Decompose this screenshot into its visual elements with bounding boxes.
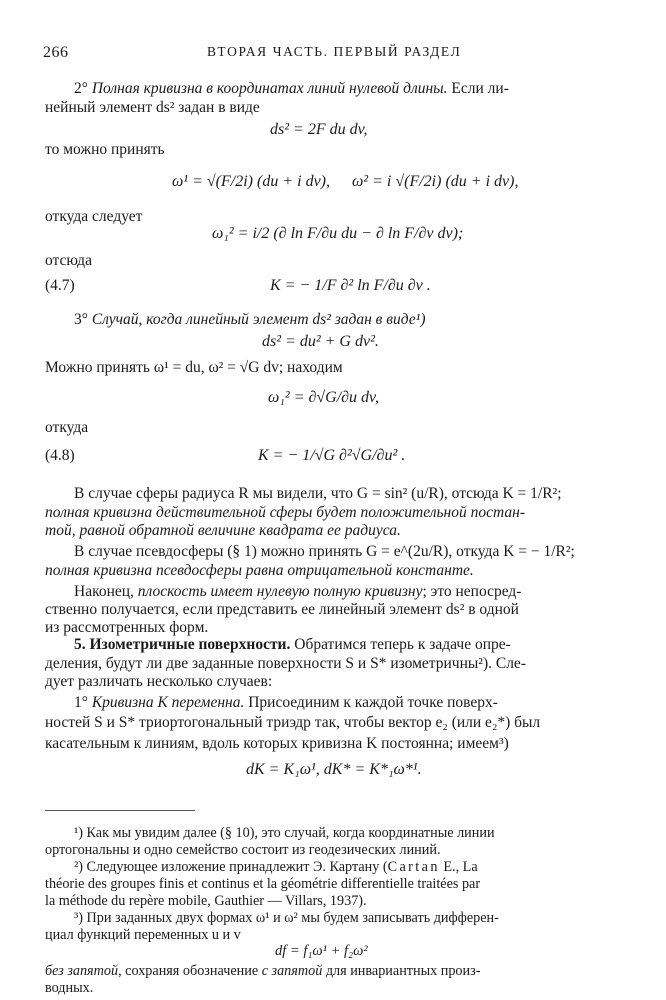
formula-omega1: ω¹ = √(F/2i) (du + i dv), <box>172 173 330 190</box>
formula-omega12-case3: ω₁² = ∂√G/∂u dv, <box>268 389 379 406</box>
section5-text-1: Обратимся теперь к задаче опре- <box>294 636 511 653</box>
case3-text-2: откуда <box>45 419 89 436</box>
footnote-3-line-1: ³) При заданных двух формах ω¹ и ω² мы будем записывать дифферен- <box>74 910 499 926</box>
sphere-line-3: той, равной обратной величине квадрата ее радиуса. <box>45 522 401 539</box>
pseudosphere-line-2: полная кривизна псевдосферы равна отрицательной константе. <box>45 562 474 579</box>
footnote-3-text-3a: без запятой <box>45 963 119 979</box>
equation-number-4-7: (4.7) <box>45 277 75 294</box>
footnote-2-line-2: théorie des groupes finis et continus et la géométrie differentielle traitées par <box>45 876 481 892</box>
plane-line-1 <box>74 583 521 601</box>
formula-omega12: ω₁² = i/2 (∂ ln F/∂u du − ∂ ln F/∂v dv); <box>212 225 464 242</box>
pseudosphere-line-1: В случае псевдосферы (§ 1) можно принять G = e^(2u/R), откуда K = − 1/R²; <box>74 543 575 560</box>
footnote-3-line-4: водных. <box>45 980 94 996</box>
case1-line-2: ностей S и S* триортогональный триэдр так, чтобы вектор e₂ (или e₂*) был <box>45 714 541 731</box>
case3-title: Случай, когда линейный элемент ds² задан в виде¹) <box>91 311 426 328</box>
section5-line-2: деления, будут ли две заданные поверхности S и S* изометричны²). Сле- <box>45 655 526 672</box>
case3-number: 3° <box>74 311 88 328</box>
section5-title: 5. Изометричные поверхности. <box>74 636 291 653</box>
plane-text-1c: ; это непосред- <box>422 583 522 600</box>
case1-number: 1° <box>74 694 88 711</box>
footnote-2-text-1a: ²) Следующее изложение принадлежит Э. Картану ( <box>74 859 388 875</box>
footnote-2-line-1 <box>74 858 478 876</box>
case2-title: Полная кривизна в координатах линий нулевой длины. <box>91 80 448 97</box>
formula-K-4-7: K = − 1/F ∂² ln F/∂u ∂v . <box>270 277 431 294</box>
case2-text-1: Если ли- <box>451 80 509 97</box>
plane-text-1b: плоскость имеет нулевую полную кривизну <box>137 583 423 600</box>
section5-line-3: дует различать несколько случаев: <box>45 673 273 690</box>
case2-text-2: нейный элемент ds² задан в виде <box>45 99 260 116</box>
case1-title: Кривизна K переменна. <box>91 694 245 711</box>
footnote-3-line-2: циал функций переменных u и v <box>45 927 241 943</box>
running-title: ВТОРАЯ ЧАСТЬ. ПЕРВЫЙ РАЗДЕЛ <box>207 44 462 59</box>
case1-text-1: Присоединим к каждой точке поверх- <box>248 694 498 711</box>
page-number: 266 <box>43 44 69 61</box>
case1-line-3: касательным к линиям, вдоль которых кривизна K постоянна; имеем³) <box>45 735 509 752</box>
footnote-2-author: Cartan <box>387 859 440 875</box>
footnote-1-line-2: ортогональны и одно семейство состоит из геодезических линий. <box>45 842 441 858</box>
footnote-3-formula: df = f₁ω¹ + f₂ω² <box>275 943 368 959</box>
case2-number: 2° <box>74 80 88 97</box>
formula-omega2: ω² = i √(F/2i) (du + i dv), <box>352 173 519 190</box>
equation-number-4-8: (4.8) <box>45 447 75 464</box>
footnote-3-text-3d: для инвариантных произ- <box>322 963 481 979</box>
plane-line-3: из рассмотренных форм. <box>45 619 209 636</box>
formula-K-4-8: K = − 1/√G ∂²√G/∂u² . <box>258 447 406 464</box>
section5-heading-line <box>74 636 511 654</box>
footnote-3-text-3c: с запятой <box>261 963 323 979</box>
case3-text-1: Можно принять ω¹ = du, ω² = √G dv; находим <box>45 359 343 376</box>
case2-text-3: то можно принять <box>45 141 165 158</box>
footnote-2-line-3: la méthode du repère mobile, Gauthier — Villars, 1937). <box>45 893 367 909</box>
plane-text-1a: Наконец, <box>74 583 138 600</box>
case2-text-4: откуда следует <box>45 208 143 225</box>
plane-line-2: ственно получается, если представить ее линейный элемент ds² в одной <box>45 601 519 618</box>
case3-heading-line <box>74 311 425 329</box>
formula-dK: dK = K₁ω¹, dK* = K*₁ω*¹. <box>246 761 422 778</box>
case2-heading-line <box>74 80 509 98</box>
formula-ds-2f: ds² = 2F du dv, <box>270 121 368 138</box>
footnote-separator <box>45 810 195 811</box>
footnote-3-line-3 <box>45 962 480 980</box>
case2-text-5: отсюда <box>45 252 92 269</box>
formula-ds-du-g: ds² = du² + G dv². <box>262 333 379 350</box>
footnote-1-line-1: ¹) Как мы увидим далее (§ 10), это случай, когда координатные линии <box>74 825 495 841</box>
footnote-2-text-1c: E., La <box>439 859 478 875</box>
sphere-line-1: В случае сферы радиуса R мы видели, что G = sin² (u/R), отсюда K = 1/R²; <box>74 485 562 502</box>
footnote-3-text-3b: , сохраняя обозначение <box>118 963 262 979</box>
sphere-line-2: полная кривизна действительной сферы будет положительной постан- <box>45 504 525 521</box>
case1-heading-line <box>74 694 498 712</box>
